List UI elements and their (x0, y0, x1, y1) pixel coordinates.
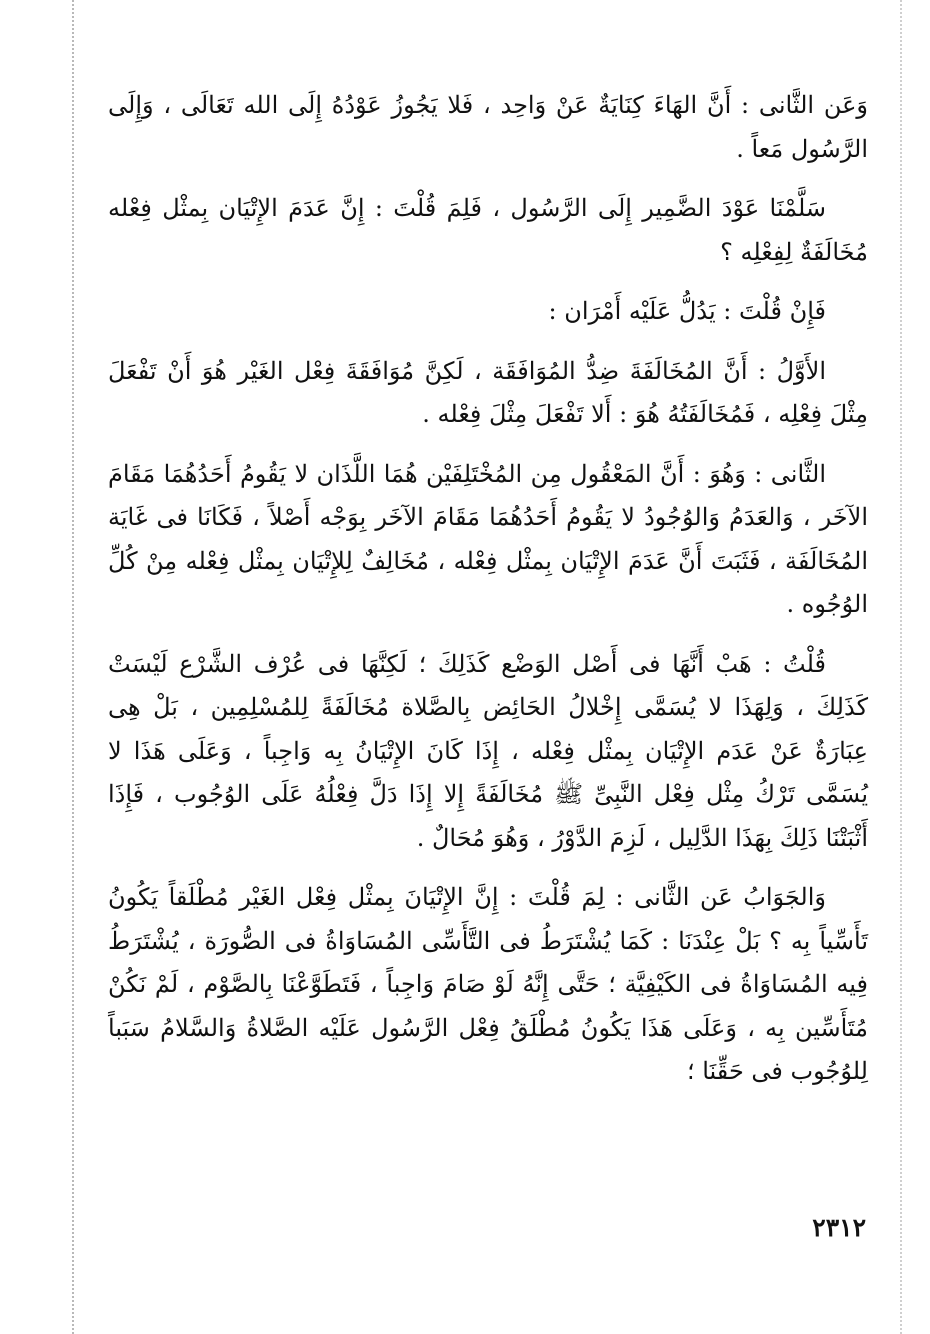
scan-edge-right (900, 0, 902, 1334)
scan-edge-left (72, 0, 74, 1334)
paragraph: سَلَّمْنَا عَوْدَ الضَّمِير إِلَى الرَّسُول ، فَلِمَ قُلْتَ : إِنَّ عَدَمَ الإِتْيَان بِمثْل فِعْله مُخَالَفَةٌ لِفِعْلِه ؟ (108, 194, 868, 266)
paragraph: الأَوَّلُ : أَنَّ المُخَالَفَةَ ضِدُّ المُوَافَقَة ، لَكِنَّ مُوَافَقَةَ فِعْل الغَيْر هُوَ أَنْ تَفْعَلَ مِثْلَ فِعْلِه ، فَمُخَالَفَتُهُ هُوَ : أَلا تَفْعَلَ مِثْلَ فِعْله . (108, 356, 868, 428)
paragraph: وَعَن الثَّانى : أَنَّ الهَاءَ كِنَايَةٌ عَنْ وَاحِد ، فَلا يَجُوزُ عَوْدُهُ إِلَى الله تَعَالَى ، وَإِلَى الرَّسُول مَعاً . (108, 91, 868, 163)
paragraph: قُلْتُ : هَبْ أَنَّهَا فى أَصْل الوَضْع كَذَلِكَ ؛ لَكِنَّهَا فى عُرْف الشَّرْع لَيْسَتْ كَذَلِكَ ، وَلِهَذَا لا يُسَمَّى إِخْلالُ الحَائِض بِالصَّلاة مُخَالَفَةً لِلمُسْلِمِين ، بَلْ هِى عِبَارَةٌ عَنْ عَدَم الإِتْيَان بِمثْل فِعْله ، إِذَا كَانَ الإِتْيَانُ بِه وَاجِباً ، وَعَلَى هَذَا لا يُسَمَّى تَرْكُ مِثْل فِعْل النَّبِىِّ ﷺ مُخَالَفَةً إِلا إِذَا دَلَّ فِعْلُهُ عَلَى الوُجُوب ، فَإِذَا أَثْبَتْنَا ذَلِكَ بِهَذَا الدَّلِيل ، لَزِمَ الدَّوْرُ ، وَهُوَ مُحَالٌ . (108, 649, 868, 852)
paragraph: وَالجَوَابُ عَن الثَّانى : لِمَ قُلْتَ : إِنَّ الإِتْيَانَ بِمثْل فِعْل الغَيْر مُطْلَقاً يَكُونُ تَأَسِّياً بِه ؟ بَلْ عِنْدَنَا : كَمَا يُشْتَرَطُ فى التَّأَسِّى المُسَاوَاةُ فى الصُّورَة ، يُشْتَرَطُ فِيه المُسَاوَاةُ فى الكَيْفِيَّة ؛ حَتَّى إِنَّهُ لَوْ صَامَ وَاجِباً ، فَتَطَوَّعْنَا بِالصَّوْم ، لَمْ نَكُنْ مُتَأَسِّين بِه ، وَعَلَى هَذَا يَكُونُ مُطْلَقُ فِعْل الرَّسُول عَلَيْه الصَّلاةُ وَالسَّلامُ سَبَباً لِلوُجُوب فى حَقِّنَا ؛ (108, 883, 868, 1085)
paragraph: فَإِنْ قُلْتَ : يَدُلُّ عَلَيْه أَمْرَان : (548, 297, 826, 325)
arabic-text-body (108, 84, 868, 1110)
paragraph: الثَّانى : وَهُوَ : أَنَّ المَعْقُول مِن المُخْتَلِفَيْن هُمَا اللَّذَان لا يَقُومُ أَحَدُهُمَا مَقَامَ الآخَر ، وَالعَدَمُ وَالوُجُودُ لا يَقُومُ أَحَدُهُمَا مَقَامَ الآخَر بِوَجْه أَصْلاً ، فَكَانَا فى غَايَة المُخَالَفَة ، فَثَبَتَ أَنَّ عَدَمَ الإِتْيَان بِمثْل فِعْله ، مُخَالِفٌ لِلإِتْيَان بِمثْل فِعْله مِنْ كُلِّ الوُجُوه . (108, 459, 868, 618)
page-number: ٢٣١٢ (812, 1213, 866, 1242)
